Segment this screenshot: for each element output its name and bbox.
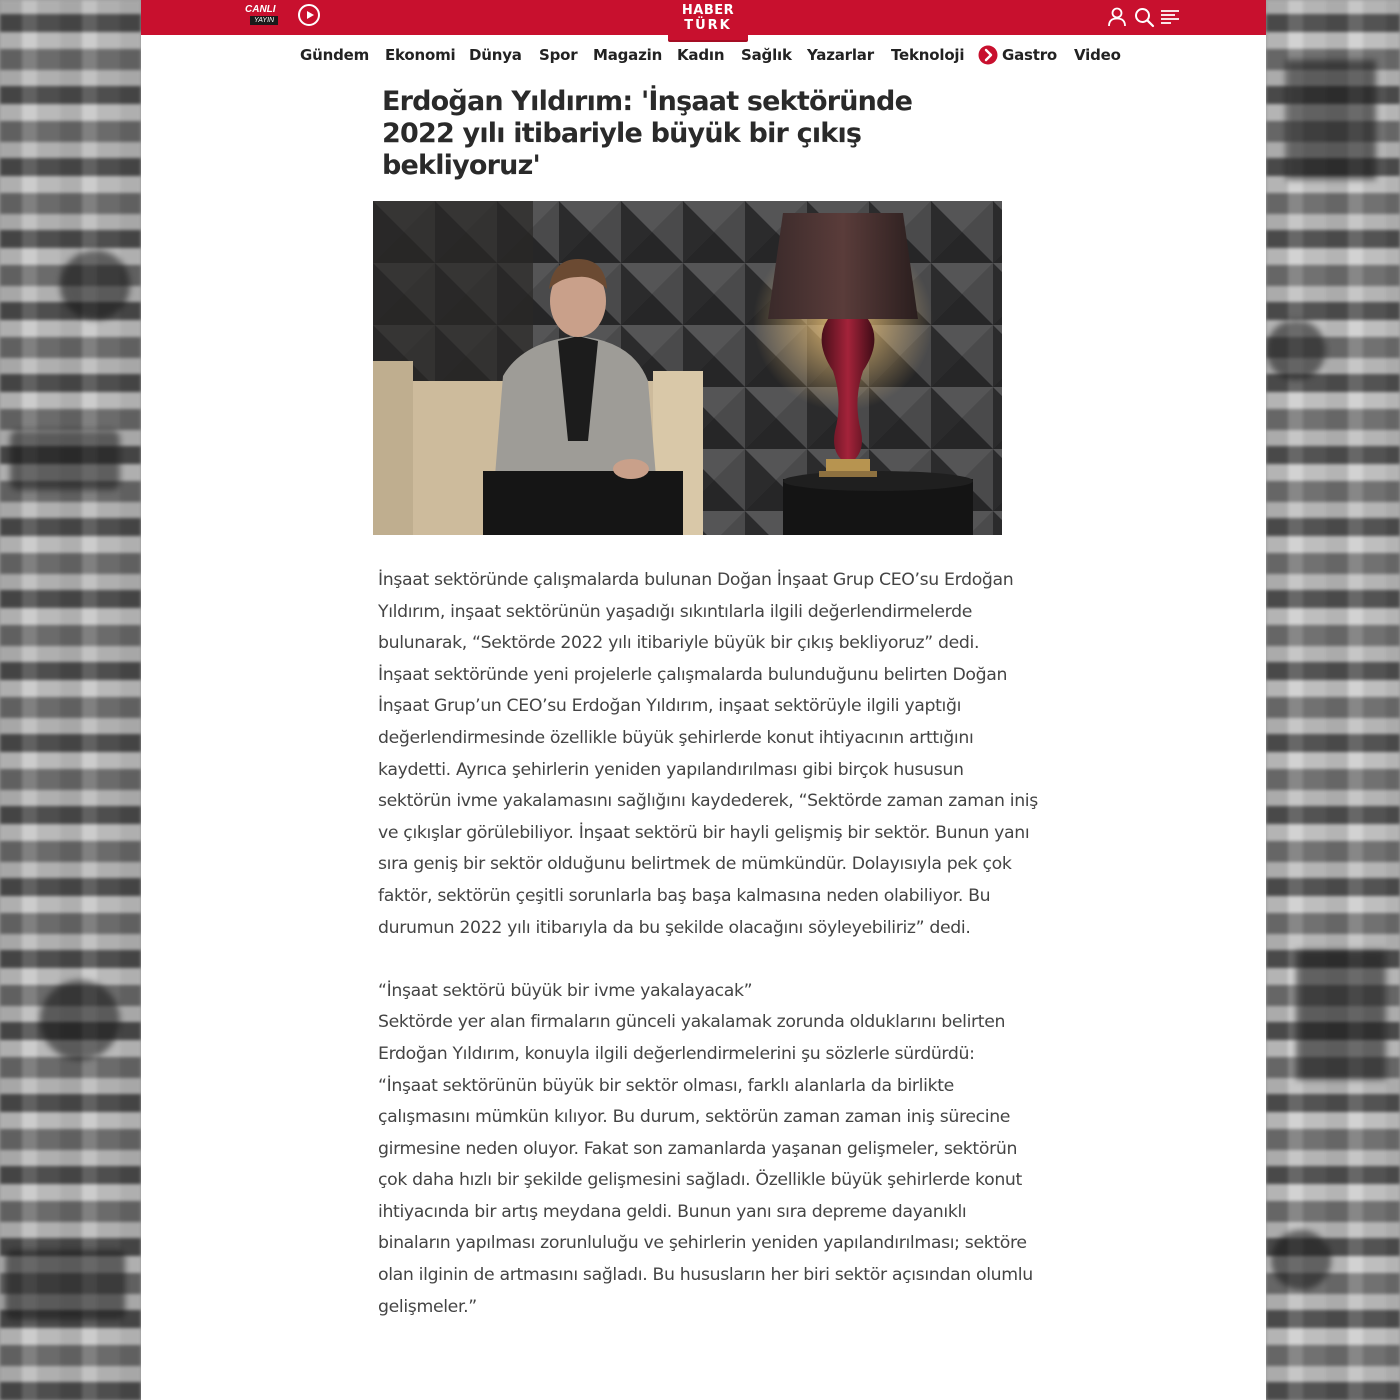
nav-item-ekonomi[interactable]: Ekonomi [385,46,456,64]
nav-item-saglik[interactable]: Sağlık [741,46,792,64]
hero-photo [373,201,1002,535]
nav-item-spor[interactable]: Spor [539,46,578,64]
top-bar [141,0,1266,35]
nav-item-gundem[interactable]: Gündem [300,46,370,64]
nav-item-kadin[interactable]: Kadın [677,46,725,64]
nav-item-video[interactable]: Video [1074,46,1121,64]
nav-item-gastro[interactable]: Gastro [1002,46,1058,64]
live-label: CANLI [242,4,279,16]
gastro-icon [978,45,998,65]
nav-item-yazarlar[interactable]: Yazarlar [807,46,874,64]
nav-item-magazin[interactable]: Magazin [593,46,663,64]
background-newspaper-left [0,0,141,1400]
nav-item-dunya[interactable]: Dünya [469,46,522,64]
menu-icon[interactable] [1159,6,1181,28]
paragraph-spacer [378,944,1038,976]
article-paragraph: Sektörde yer alan firmaların günceli yakalamak zorunda olduklarını belirten Erdoğan Yıldırım, konuyla ilgili değerlendirmelerini şu sözlerle sürdürdü: “İnşaat sektörünün büyük bir sektör olması, farklı alanlarla da birlikte çalışmasını mümkün kılıyor. Bu durum, sektörün zaman zaman iniş sürecine girmesine neden oluyor. Fakat son zamanlarda yaşanan gelişmeler, sektörün çok daha hızlı bir şekilde gelişmesini sağladı. Özellikle büyük şehirlerde konut ihtiyacında bir artış meydana geldi. Bunun yanı sıra depreme dayanıklı binaların yapılması zorunluluğu ve şehirlerin yeniden yapılandırılması; sektöre olan ilginin de artmasını sağladı. Bu hususların her biri sektör açısından olumlu gelişmeler.” [378,1012,1033,1317]
article-paragraph: İnşaat sektöründe yeni projelerle çalışmalarda bulunduğunu belirten Doğan İnşaat Grup’un CEO’su Erdoğan Yıldırım, inşaat sektörüyle ilgili yaptığı değerlendirmesinde özellikle büyük şehirlerde konut ihtiyacının arttığını kaydetti. Ayrıca şehirlerin yeniden yapılandırılması gibi birçok hususun sektörün ivme yakalamasını sağlığını kaydederek, “Sektörde zaman zaman iniş ve çıkışlar görülebiliyor. İnşaat sektörü bir hayli gelişmiş bir sektör. Bunun yanı sıra geniş bir sektör olduğunu belirtmek de mümkündür. Dolayısıyla pek çok faktör, sektörün çeşitli sorunlarla baş başa kalmasına neden olabiliyor. Bu durumun 2022 yılı itibarıyla da bu şekilde olacağını söyleyebiliriz” dedi. [378,664,1038,938]
main-navigation [141,35,1266,73]
play-icon[interactable] [298,4,320,26]
live-broadcast-button[interactable] [242,4,286,26]
article-paragraph: İnşaat sektöründe çalışmalarda bulunan Doğan İnşaat Grup CEO’su Erdoğan Yıldırım, inşaat sektörünün yaşadığı sıkıntılarla ilgili değerlendirmelerde bulunarak, “Sektörde 2022 yılı itibariyle büyük bir çıkış bekliyoruz” dedi. [378,570,1014,654]
article-page [141,0,1266,1400]
article-headline: Erdoğan Yıldırım: 'İnşaat sektöründe 2022 yılı itibariyle büyük bir çıkış bekliyoruz' [382,86,913,181]
search-icon[interactable] [1133,6,1155,28]
logo-bottom-text: TÜRK [684,18,732,33]
header-actions [1106,6,1186,28]
nav-item-teknoloji[interactable]: Teknoloji [891,46,965,64]
background-newspaper-right [1266,0,1400,1400]
article-subheading: “İnşaat sektörü büyük bir ivme yakalayacak” [378,980,753,1001]
user-icon[interactable] [1106,6,1128,28]
article-body [378,565,1038,1323]
article-hero-image [373,201,1002,535]
logo-top-text: HABER [681,3,735,18]
live-sub-label: YAYIN [250,16,278,25]
site-logo[interactable] [668,0,748,40]
